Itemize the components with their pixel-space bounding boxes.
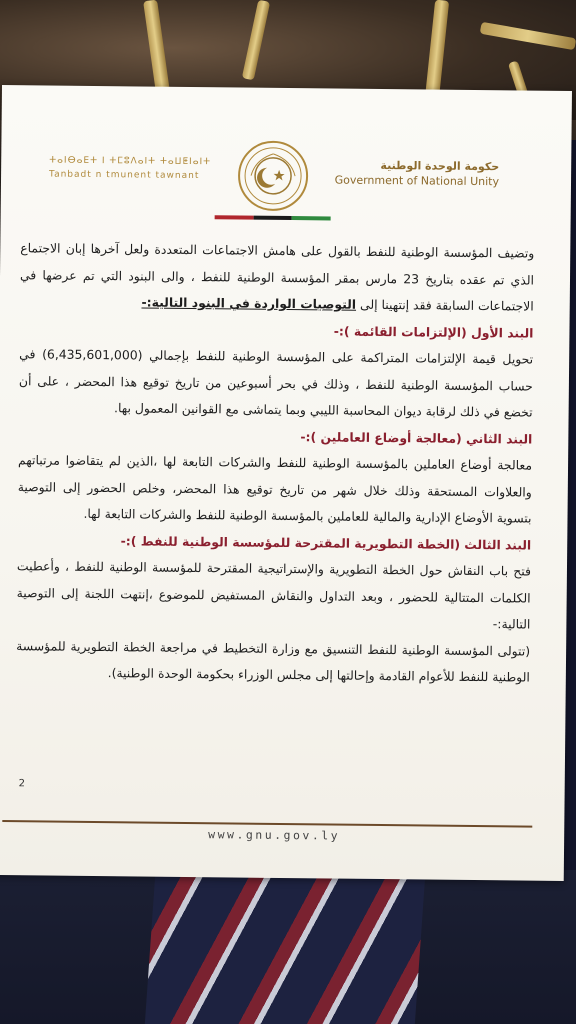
tifinagh-text: ⵜⴰⵏⴱⴰⴹⵜ ⵏ ⵜⵎⵓⴷⴰⵏⵜ ⵜⴰⵡⵟⵏⴰⵏⵜ [49,155,212,168]
org-name-english: Government of National Unity [334,173,500,189]
item3-heading: البند الثالث (الخطة التطويرية المقترحة للمؤسسة الوطنية للنفط ):- [120,532,532,553]
item3-recommendation: (تتولى المؤسسة الوطنية للنفط التنسيق مع وزارة التخطيط في مراجعة الخطة التطويرية للمؤسسة الوطنية للنفط للأعوام القادمة وإحالتها إلى مجلس الوزراء بحكومة الوحدة الوطنية). [16,637,531,685]
intro-underlined-text: التوصيات الواردة في البنود التالية:- [141,294,357,312]
item1-paragraph: تحويل قيمة الإلتزامات المتراكمة على المؤسسة الوطنية للنفط بإجمالي (6,435,601,000) في حساب المؤسسة الوطنية للنفط ، وذلك في بحر أسبوعين من تاريخ توقيع هذا المحضر ، على أن تخضع في ذلك لرقابة ديوان المحاسبة الليبي وبما يتماشى مع القوانين المعمول بها. [18,346,534,420]
government-emblem-icon [237,139,310,212]
letterhead-arabic-english [335,159,500,189]
intro-paragraph [20,235,535,320]
page-number: 2 [18,778,26,790]
intro-text: وتضيف المؤسسة الوطنية للنفط بالقول على هامش الاجتماعات المتعددة ولعل آخرها إبان الاجتماع الذي تم عقده بتاريخ 23 مارس بمقر المؤسسة الوطنية للنفط ، والى البنود التي تم عرضها في الاجتماعات السابقة فقد إنتهينا إلى [19,240,535,314]
background-tie [144,870,425,1024]
letterhead-amazigh [49,154,211,184]
tifinagh-latin-text: Tanbadt n tmunent tawnant [49,169,200,182]
item2-paragraph: معالجة أوضاع العاملين بالمؤسسة الوطنية للنفط والشركات التابعة لها ،الذين لم يتقاضوا مرتباتهم والعلاوات المستحقة وذلك خلال شهر من تاريخ توقيع هذا المحضر، وخلص الحضور إلى التوصية بتسوية الأوضاع الإدارية والمالية للعاملين بالمؤسسة الوطنية للنفط والشركات التابعة لها. [17,452,533,526]
letterhead [1,85,572,231]
item3-paragraph: فتح باب النقاش حول الخطة التطويرية والإستراتيجية المقترحة للمؤسسة الوطنية للنفط ، وأعطيت الكلمات المتتالية للحضور ، وبعد التداول والنقاش المستفيض للموضوع ،إنتهت اللجنة إلى التوصية التالية:- [16,558,532,632]
footer-website: www.gnu.gov.ly [208,827,341,843]
org-name-arabic: حكومة الوحدة الوطنية [380,158,500,174]
document-body [16,235,535,691]
document-page [0,85,572,881]
item1-heading: البند الأول (الإلتزامات القائمة ):- [333,323,534,341]
item2-heading: البند الثاني (معالجة أوضاع العاملين ):- [300,428,533,447]
flag-color-line [215,215,331,220]
